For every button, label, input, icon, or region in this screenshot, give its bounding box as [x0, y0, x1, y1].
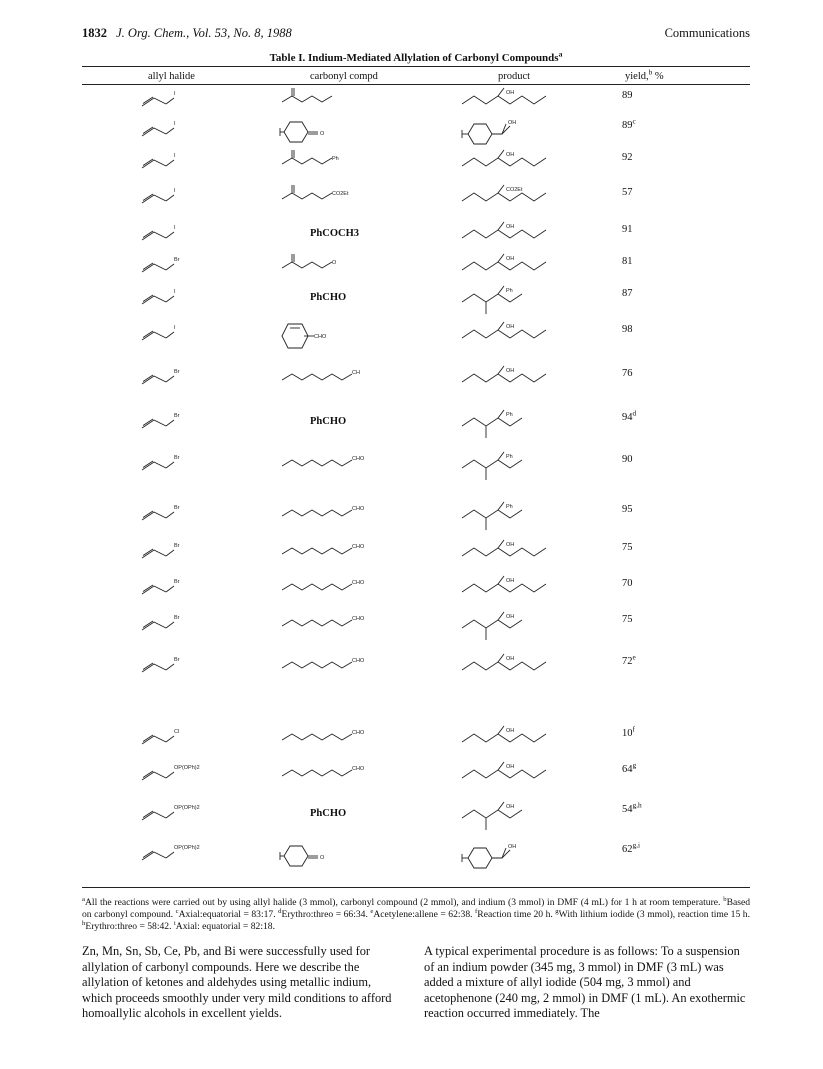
carbonyl-structure — [280, 88, 380, 118]
carbonyl-structure — [280, 842, 380, 872]
yield-cell — [622, 224, 662, 235]
product-cell — [460, 452, 610, 502]
carbonyl-cell — [280, 322, 410, 366]
yield-value: 10 — [622, 728, 633, 739]
structure-label: OH — [506, 542, 515, 548]
table-footnotes — [82, 897, 750, 933]
structure-label: CO2Et — [506, 187, 523, 193]
column-header-yield — [625, 67, 664, 82]
yield-mark: d — [632, 408, 637, 418]
yield-cell — [622, 578, 662, 589]
yield-cell — [622, 324, 662, 335]
column-header-halide: allyl halide — [148, 71, 195, 82]
structure-label: O — [320, 855, 325, 861]
table-row — [82, 842, 750, 886]
structure-label: O — [332, 260, 337, 266]
carbonyl-formula: PhCOCH3 — [310, 228, 360, 239]
table-row — [82, 802, 750, 842]
yield-cell — [622, 614, 662, 625]
carbonyl-structure — [280, 612, 380, 642]
allyl-halide-structure — [140, 366, 210, 390]
structure-label: CH — [352, 370, 360, 376]
carbonyl-formula: PhCHO — [310, 416, 347, 427]
product-structure — [460, 222, 570, 256]
table-row — [82, 222, 750, 254]
yield-cell — [622, 152, 662, 163]
product-cell — [460, 762, 610, 802]
carbonyl-cell — [280, 452, 410, 502]
yield-value: 98 — [622, 324, 633, 335]
structure-label: Br — [174, 413, 180, 419]
yield-cell — [622, 652, 662, 667]
halide-cell — [140, 150, 250, 185]
column-header-yield-mark: b — [648, 67, 653, 77]
product-cell — [460, 540, 610, 576]
carbonyl-formula: PhCHO — [310, 292, 347, 303]
yield-cell — [622, 368, 662, 379]
halide-cell — [140, 118, 250, 150]
structure-label: Br — [174, 579, 180, 585]
allyl-halide-structure — [140, 540, 210, 564]
carbonyl-structure — [280, 654, 380, 684]
yield-mark: f — [632, 724, 635, 734]
yield-value: 92 — [622, 152, 633, 163]
halide-cell — [140, 802, 250, 842]
footnote-i: $^i$Axial: equatorial = 82:18. — [173, 919, 275, 932]
product-structure — [460, 802, 570, 836]
carbonyl-structure — [280, 452, 380, 482]
carbonyl-cell — [280, 410, 410, 452]
footnote-b: $^b$Based on carbonyl compound. — [82, 895, 751, 920]
page-number: 1832 — [82, 26, 107, 40]
table-row — [82, 254, 750, 286]
carbonyl-cell — [280, 540, 410, 576]
yield-value: 81 — [622, 256, 633, 267]
halide-cell — [140, 842, 250, 886]
product-cell — [460, 88, 610, 118]
structure-label: OH — [506, 224, 515, 230]
carbonyl-cell — [280, 222, 410, 254]
structure-label: CHO — [352, 766, 365, 772]
product-structure — [460, 286, 570, 320]
carbonyl-cell — [280, 254, 410, 286]
yield-cell — [622, 90, 662, 101]
structure-label: I — [174, 325, 176, 331]
yield-value: 94 — [622, 412, 633, 423]
carbonyl-cell — [280, 802, 410, 842]
product-cell — [460, 842, 610, 886]
yield-value: 54 — [622, 804, 633, 815]
halide-cell — [140, 612, 250, 654]
structure-label: CO2Et — [332, 191, 349, 197]
structure-label: OP(OPh)2 — [174, 805, 200, 811]
yield-value: 89 — [622, 120, 633, 131]
structure-label: OH — [506, 804, 515, 810]
yield-value: 75 — [622, 542, 633, 553]
section-name: Communications — [664, 26, 750, 40]
allyl-halide-structure — [140, 452, 210, 476]
carbonyl-structure — [280, 726, 380, 756]
product-cell — [460, 802, 610, 842]
product-structure — [460, 654, 570, 688]
structure-label: CHO — [352, 456, 365, 462]
halide-cell — [140, 185, 250, 222]
yield-value: 76 — [622, 368, 633, 379]
yield-value: 62 — [622, 844, 633, 855]
product-structure — [460, 612, 570, 646]
halide-cell — [140, 410, 250, 452]
table-row — [82, 410, 750, 452]
structure-label: OH — [508, 120, 517, 126]
footnote-e: $^e$Acetylene:allene = 62:38. — [370, 907, 473, 920]
table-row — [82, 612, 750, 654]
footnote-f: $^f$Reaction time 20 h. — [475, 907, 553, 920]
yield-value: 91 — [622, 224, 633, 235]
structure-label: OH — [506, 614, 515, 620]
table-row — [82, 88, 750, 118]
structure-label: OH — [506, 764, 515, 770]
yield-value: 75 — [622, 614, 633, 625]
yield-cell — [622, 408, 662, 423]
product-cell — [460, 150, 610, 185]
product-cell — [460, 654, 610, 726]
product-cell — [460, 726, 610, 762]
yield-cell — [622, 256, 662, 267]
structure-label: I — [174, 188, 176, 194]
structure-label: CHO — [314, 334, 327, 340]
column-header-yield-text: yield, — [625, 71, 649, 82]
carbonyl-structure — [280, 502, 380, 532]
yield-value: 95 — [622, 504, 633, 515]
yield-cell — [622, 760, 662, 775]
yield-cell — [622, 724, 662, 739]
structure-label: O — [320, 131, 325, 137]
product-structure — [460, 185, 570, 219]
allyl-halide-structure — [140, 762, 210, 786]
structure-label: CHO — [352, 544, 365, 550]
structure-label: Cl — [174, 729, 180, 735]
yield-value: 72 — [622, 656, 633, 667]
structure-label: CHO — [352, 616, 365, 622]
product-cell — [460, 118, 610, 150]
structure-label: I — [174, 289, 176, 295]
structure-label: Br — [174, 257, 180, 263]
yield-cell — [622, 542, 662, 553]
allyl-halide-structure — [140, 222, 210, 246]
body-text-right: A typical experimental procedure is as follows: To a suspension of an indium powder (345 mg, 3 mmol) in DMF (3 mL) was added a mixture of allyl iodide (504 mg, 3 mmol) and acetophenone (240 mg, 2 mmol) in DMF (1 mL). An exothermic reaction occurred immediately. The — [424, 944, 746, 1020]
product-structure — [460, 762, 570, 796]
yield-mark: g,h — [632, 800, 642, 810]
product-structure — [460, 88, 570, 122]
table-row — [82, 286, 750, 322]
product-structure — [460, 366, 570, 400]
product-cell — [460, 502, 610, 540]
allyl-halide-structure — [140, 576, 210, 600]
yield-value: 87 — [622, 288, 633, 299]
allyl-halide-structure — [140, 118, 210, 142]
halide-cell — [140, 222, 250, 254]
allyl-halide-structure — [140, 612, 210, 636]
table-row — [82, 654, 750, 726]
allyl-halide-structure — [140, 842, 210, 866]
structure-label: CHO — [352, 506, 365, 512]
carbonyl-structure — [280, 762, 380, 792]
product-structure — [460, 842, 570, 876]
structure-label: CHO — [352, 658, 365, 664]
structure-label: I — [174, 91, 176, 97]
allyl-halide-structure — [140, 502, 210, 526]
structure-label: I — [174, 225, 176, 231]
column-header-carbonyl: carbonyl compd — [310, 71, 378, 82]
yield-mark: e — [632, 652, 636, 662]
structure-label: Br — [174, 543, 180, 549]
carbonyl-structure — [280, 150, 380, 180]
footnote-c: $^c$Axial:equatorial = 83:17. — [175, 907, 276, 920]
carbonyl-cell — [280, 726, 410, 762]
product-structure — [460, 452, 570, 486]
carbonyl-formula: PhCHO — [310, 808, 347, 819]
journal-citation: J. Org. Chem., Vol. 53, No. 8, 1988 — [116, 26, 292, 40]
halide-cell — [140, 576, 250, 612]
structure-label: CHO — [352, 580, 365, 586]
table-row — [82, 150, 750, 185]
carbonyl-structure — [280, 118, 380, 148]
halide-cell — [140, 452, 250, 502]
halide-cell — [140, 286, 250, 322]
header-left — [82, 26, 292, 41]
allyl-halide-structure — [140, 286, 210, 310]
table-row — [82, 762, 750, 802]
carbonyl-cell — [280, 88, 410, 118]
product-cell — [460, 410, 610, 452]
running-header — [82, 26, 750, 42]
structure-label: OH — [508, 844, 517, 850]
carbonyl-cell — [280, 366, 410, 410]
product-cell — [460, 185, 610, 222]
body-text-left: Zn, Mn, Sn, Sb, Ce, Pb, and Bi were successfully used for allylation of carbonyl compounds. Here we describe the allylation of ketones and aldehydes using metallic indium, which proceeds smoothly under very mild conditions to afford homoallylic alcohols in excellent yields. — [82, 944, 392, 1020]
product-structure — [460, 322, 570, 356]
carbonyl-structure — [280, 254, 380, 284]
halide-cell — [140, 726, 250, 762]
structure-label: OH — [506, 578, 515, 584]
yield-value: 90 — [622, 454, 633, 465]
structure-label: Ph — [506, 288, 513, 294]
structure-label: OH — [506, 152, 515, 158]
carbonyl-structure — [280, 576, 380, 606]
structure-label: Br — [174, 369, 180, 375]
product-cell — [460, 366, 610, 410]
allyl-halide-structure — [140, 150, 210, 174]
structure-label: Br — [174, 657, 180, 663]
allyl-halide-structure — [140, 254, 210, 278]
yield-value: 89 — [622, 90, 633, 101]
allyl-halide-structure — [140, 322, 210, 346]
structure-label: OH — [506, 90, 515, 96]
product-cell — [460, 322, 610, 366]
footnote-a: $^a$All the reactions were carried out by using allyl halide (3 mmol), carbonyl compound (2 mmol), and indium (3 mmol) in DMF (4 mL) for 1 h at room temperature. — [82, 895, 721, 908]
product-structure — [460, 726, 570, 760]
structure-label: OH — [506, 368, 515, 374]
table-row — [82, 185, 750, 222]
carbonyl-cell — [280, 502, 410, 540]
carbonyl-cell — [280, 576, 410, 612]
structure-label: Ph — [332, 156, 339, 162]
table-title — [82, 49, 750, 64]
yield-cell — [622, 288, 662, 299]
carbonyl-cell — [280, 612, 410, 654]
structure-label: OH — [506, 656, 515, 662]
halide-cell — [140, 366, 250, 410]
table-row — [82, 366, 750, 410]
carbonyl-cell — [280, 150, 410, 185]
yield-mark: g — [632, 760, 637, 770]
halide-cell — [140, 502, 250, 540]
carbonyl-structure — [280, 322, 380, 352]
footnote-g: $^g$With lithium iodide (3 mmol), reaction time 15 h. — [555, 907, 750, 920]
allyl-halide-structure — [140, 185, 210, 209]
carbonyl-structure — [280, 185, 380, 215]
structure-label: Ph — [506, 504, 513, 510]
structure-label: I — [174, 121, 176, 127]
product-structure — [460, 502, 570, 536]
yield-cell — [622, 840, 662, 855]
structure-label: CHO — [352, 730, 365, 736]
carbonyl-structure — [280, 366, 380, 396]
yield-value: 64 — [622, 764, 633, 775]
allyl-halide-structure — [140, 726, 210, 750]
product-cell — [460, 576, 610, 612]
structure-label: Br — [174, 505, 180, 511]
table-row — [82, 118, 750, 150]
table-title-text: Table I. Indium-Mediated Allylation of Carbonyl Compounds — [269, 52, 559, 64]
table-row — [82, 576, 750, 612]
table-header-rule — [82, 84, 750, 85]
structure-label: OH — [506, 256, 515, 262]
yield-cell — [622, 800, 662, 815]
yield-value: 57 — [622, 187, 633, 198]
table-row — [82, 540, 750, 576]
carbonyl-cell — [280, 762, 410, 802]
table-row — [82, 452, 750, 502]
product-cell — [460, 286, 610, 322]
table-bottom-rule — [82, 887, 750, 888]
carbonyl-cell — [280, 286, 410, 322]
structure-label: OH — [506, 728, 515, 734]
yield-cell — [622, 116, 662, 131]
product-cell — [460, 612, 610, 654]
yield-cell — [622, 504, 662, 515]
product-structure — [460, 118, 570, 152]
halide-cell — [140, 540, 250, 576]
halide-cell — [140, 88, 250, 118]
allyl-halide-structure — [140, 88, 210, 112]
column-header-yield-unit: % — [652, 71, 664, 82]
halide-cell — [140, 254, 250, 286]
allyl-halide-structure — [140, 654, 210, 678]
footnote-h: $^h$Erythro:threo = 58:42. — [82, 919, 172, 932]
carbonyl-cell — [280, 185, 410, 222]
carbonyl-cell — [280, 654, 410, 726]
table-row — [82, 726, 750, 762]
carbonyl-cell — [280, 118, 410, 150]
yield-value: 70 — [622, 578, 633, 589]
allyl-halide-structure — [140, 802, 210, 826]
structure-label: OH — [506, 324, 515, 330]
table-row — [82, 502, 750, 540]
structure-label: Ph — [506, 412, 513, 418]
footnote-d: $^d$Erythro:threo = 66:34. — [278, 907, 368, 920]
halide-cell — [140, 762, 250, 802]
yield-cell — [622, 454, 662, 465]
structure-label: Br — [174, 455, 180, 461]
product-structure — [460, 410, 570, 444]
product-structure — [460, 540, 570, 574]
structure-label: OP(OPh)2 — [174, 765, 200, 771]
carbonyl-structure — [280, 540, 380, 570]
table-title-mark: a — [558, 49, 563, 59]
structure-label: Ph — [506, 454, 513, 460]
table-row — [82, 322, 750, 366]
product-cell — [460, 222, 610, 254]
yield-mark: c — [632, 116, 636, 126]
product-structure — [460, 150, 570, 184]
product-cell — [460, 254, 610, 286]
yield-cell — [622, 187, 662, 198]
carbonyl-cell — [280, 842, 410, 886]
allyl-halide-structure — [140, 410, 210, 434]
halide-cell — [140, 322, 250, 366]
structure-label: I — [174, 153, 176, 159]
yield-mark: g,i — [632, 840, 641, 850]
product-structure — [460, 576, 570, 610]
structure-label: Br — [174, 615, 180, 621]
structure-label: OP(OPh)2 — [174, 845, 200, 851]
column-header-product: product — [498, 71, 531, 82]
product-structure — [460, 254, 570, 288]
halide-cell — [140, 654, 250, 726]
